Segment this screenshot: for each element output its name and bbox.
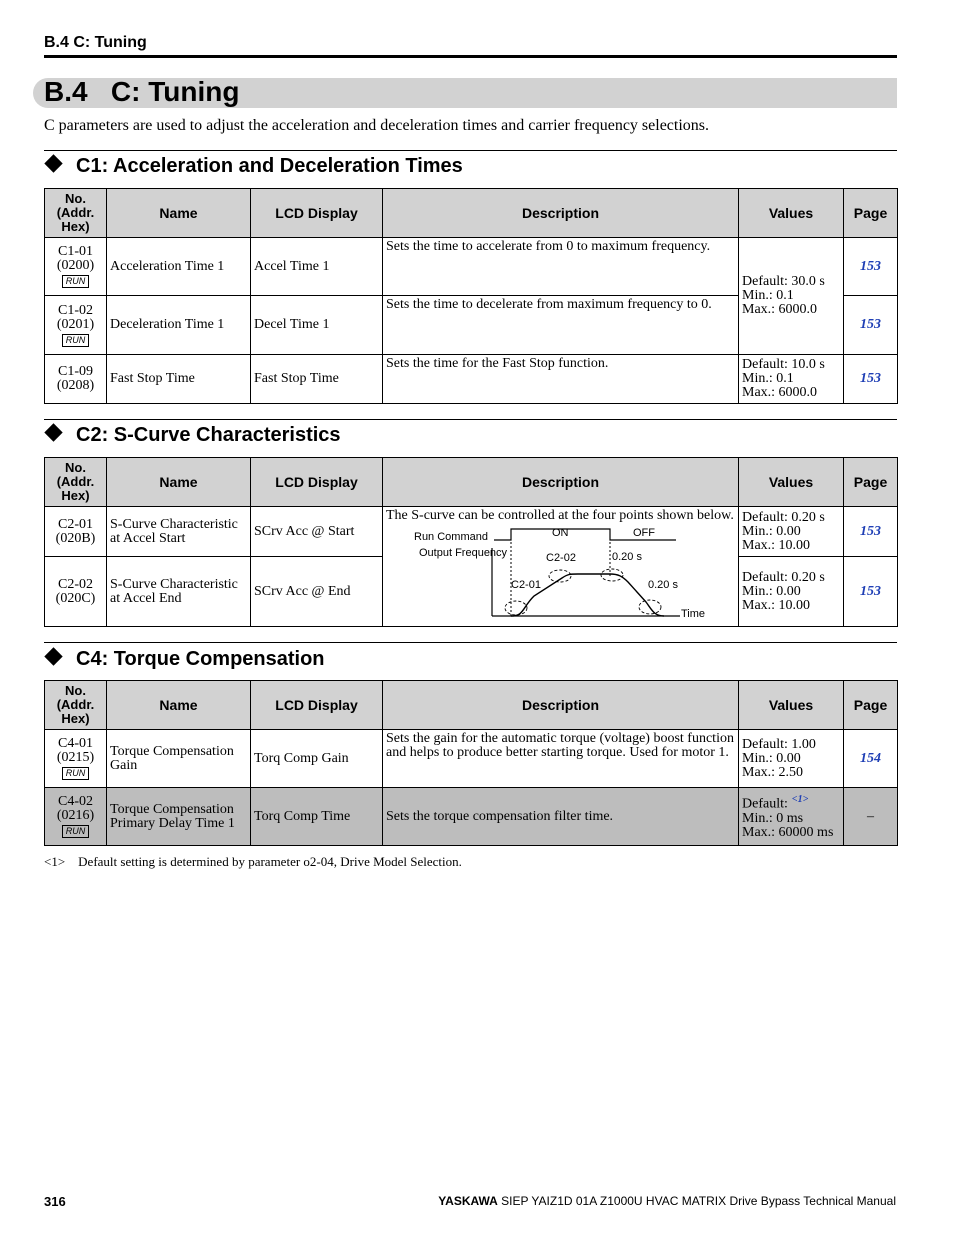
c2-01-label: C2-01	[511, 579, 541, 591]
c4-title: C4: Torque Compensation	[76, 648, 325, 670]
footnote: <1> Default setting is determined by parameter o2-04, Drive Model Selection.	[44, 854, 462, 869]
col-values: Values	[739, 189, 844, 238]
param-name: Deceleration Time 1	[107, 296, 251, 355]
col-lcd: LCD Display	[251, 458, 383, 507]
footer-manual: SIEP YAIZ1D 01A Z1000U HVAC MATRIX Drive Bypass Technical Manual	[497, 1194, 896, 1208]
param-desc: Sets the torque compensation filter time.	[383, 788, 739, 846]
table-header-row	[45, 458, 898, 507]
param-lcd: Accel Time 1	[251, 238, 383, 296]
param-lcd: SCrv Acc @ End	[251, 557, 383, 627]
col-page: Page	[844, 458, 898, 507]
header-rule	[44, 55, 897, 58]
param-desc: Sets the time to decelerate from maximum frequency to 0.	[383, 296, 739, 355]
run-badge: RUN	[62, 825, 90, 838]
col-no: No. (Addr. Hex)	[45, 681, 107, 730]
param-name: Torque Compensation Gain	[107, 730, 251, 788]
param-desc: Sets the time to accelerate from 0 to maximum frequency.	[383, 238, 739, 296]
param-no: C1-01 (0200) RUN	[45, 238, 107, 296]
accel-start-marker	[505, 601, 527, 615]
param-values: Default: 1.00 Min.: 0.00 Max.: 2.50	[739, 730, 844, 788]
param-no: C1-02 (0201) RUN	[45, 296, 107, 355]
diamond-icon	[44, 154, 62, 172]
param-no: C4-01 (0215) RUN	[45, 730, 107, 788]
diamond-icon	[44, 647, 62, 665]
time-label: Time	[681, 608, 706, 620]
c2-rule	[44, 419, 897, 420]
off-label: OFF	[633, 527, 655, 539]
page-link[interactable]: 153	[844, 557, 898, 627]
run-badge: RUN	[62, 334, 90, 347]
param-lcd: Torq Comp Gain	[251, 730, 383, 788]
col-name: Name	[107, 458, 251, 507]
col-desc: Description	[383, 681, 739, 730]
col-name: Name	[107, 681, 251, 730]
c2-title: C2: S-Curve Characteristics	[76, 424, 341, 446]
page-link[interactable]: 153	[844, 296, 898, 355]
col-no: No. (Addr. Hex)	[45, 458, 107, 507]
table-header-row	[45, 681, 898, 730]
footer-brand: YASKAWA	[438, 1194, 498, 1208]
col-lcd: LCD Display	[251, 189, 383, 238]
table-row	[45, 355, 898, 404]
c1-table	[44, 188, 898, 404]
footer-manual-title	[438, 1194, 896, 1208]
t1-label: 0.20 s	[612, 551, 642, 563]
diamond-icon	[44, 423, 62, 441]
running-header: B.4 C: Tuning	[44, 34, 147, 51]
page-number: 316	[44, 1194, 66, 1209]
param-name: S-Curve Characteristic at Accel Start	[107, 507, 251, 557]
c1-title: C1: Acceleration and Deceleration Times	[76, 155, 463, 177]
param-values: Default: 0.20 s Min.: 0.00 Max.: 10.00	[739, 507, 844, 557]
page-link[interactable]: 153	[844, 355, 898, 404]
run-command-label: Run Command	[414, 531, 488, 543]
param-lcd: SCrv Acc @ Start	[251, 507, 383, 557]
col-no: No. (Addr. Hex)	[45, 189, 107, 238]
run-badge: RUN	[62, 767, 90, 780]
s-curve-diagram	[384, 518, 724, 622]
table-row	[45, 730, 898, 788]
c1-heading	[44, 155, 463, 178]
param-name: S-Curve Characteristic at Accel End	[107, 557, 251, 627]
param-no: C2-01 (020B)	[45, 507, 107, 557]
param-values: Default: 0.20 s Min.: 0.00 Max.: 10.00	[739, 557, 844, 627]
param-values: Default: 10.0 s Min.: 0.1 Max.: 6000.0	[739, 355, 844, 404]
page-cell: –	[844, 788, 898, 846]
param-name: Acceleration Time 1	[107, 238, 251, 296]
page-link[interactable]: 154	[844, 730, 898, 788]
col-desc: Description	[383, 189, 739, 238]
param-lcd: Fast Stop Time	[251, 355, 383, 404]
c4-heading	[44, 648, 325, 671]
table-row	[45, 788, 898, 846]
col-page: Page	[844, 189, 898, 238]
section-title: B.4 C: Tuning	[44, 76, 240, 107]
t2-label: 0.20 s	[648, 579, 678, 591]
c4-table	[44, 680, 898, 846]
footnote-ref[interactable]: <1>	[791, 794, 809, 806]
param-desc: Sets the gain for the automatic torque (voltage) boost function and helps to produce better starting torque. Used for motor 1.	[383, 730, 739, 788]
col-desc: Description	[383, 458, 739, 507]
c2-heading	[44, 424, 341, 447]
param-lcd: Decel Time 1	[251, 296, 383, 355]
table-row	[45, 238, 898, 296]
param-values: Default: 30.0 s Min.: 0.1 Max.: 6000.0	[739, 238, 844, 355]
param-desc: Sets the time for the Fast Stop function.	[383, 355, 739, 404]
accel-end-marker	[549, 570, 571, 582]
c4-rule	[44, 642, 897, 643]
scurve-desc-text: The S-curve can be controlled at the four points shown below.	[386, 508, 734, 523]
param-name: Torque Compensation Primary Delay Time 1	[107, 788, 251, 846]
page-link[interactable]: 153	[844, 238, 898, 296]
page-link[interactable]: 153	[844, 507, 898, 557]
param-name: Fast Stop Time	[107, 355, 251, 404]
col-page: Page	[844, 681, 898, 730]
section-intro: C parameters are used to adjust the acceleration and deceleration times and carrier frequency selections.	[44, 117, 710, 134]
param-no: C2-02 (020C)	[45, 557, 107, 627]
c1-rule	[44, 150, 897, 151]
col-lcd: LCD Display	[251, 681, 383, 730]
param-no: C4-02 (0216) RUN	[45, 788, 107, 846]
param-values: Default: $^{<1>}$ Min.: 0 ms Max.: 60000 ms	[739, 788, 844, 846]
c2-02-label: C2-02	[546, 552, 576, 564]
param-no: C1-09 (0208)	[45, 355, 107, 404]
param-lcd: Torq Comp Time	[251, 788, 383, 846]
table-header-row	[45, 189, 898, 238]
on-label: ON	[552, 527, 569, 539]
output-frequency-label: Output Frequency	[419, 547, 508, 559]
col-values: Values	[739, 681, 844, 730]
run-badge: RUN	[62, 275, 90, 288]
col-name: Name	[107, 189, 251, 238]
col-values: Values	[739, 458, 844, 507]
